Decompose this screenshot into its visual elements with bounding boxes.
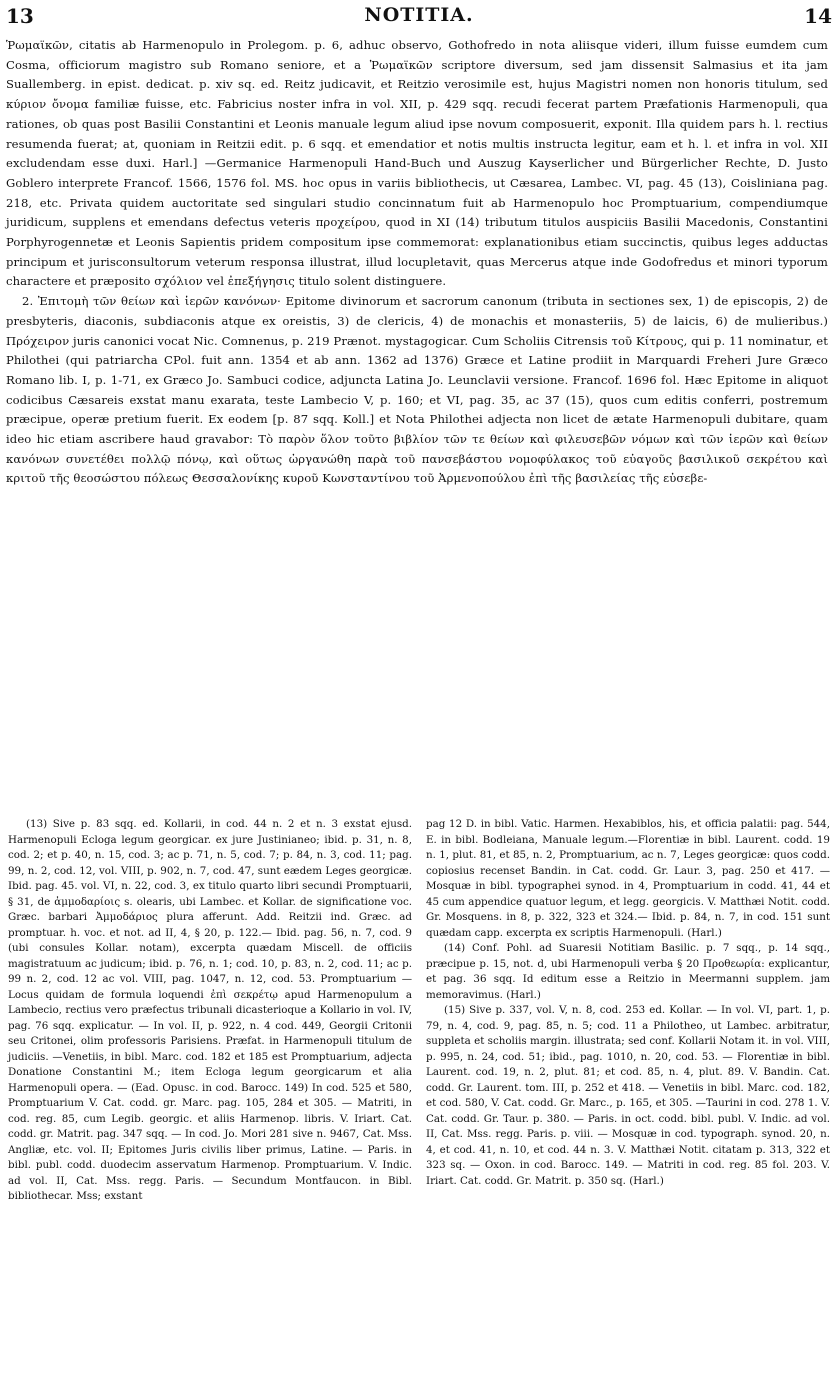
main-paragraph-2: 2. Ἐπιτομὴ τῶν θείων καὶ ἱερῶν κανόνων· Epitome divinorum et sacrorum canonum (tributa in sectiones sex, 1) de episcopis, 2) de presbyteris, diaconis, subdiaconis atque ex oreistis, 3) de clericis, 4) de monachis et monasteriis, 5) de laicis, 6) de mulieribus.) Πρόχειρον juris canonici vocat Nic. Comnenus, p. 219 Prænot. mystagogicar. Cum Scholiis Citrensis τοῦ Κίτρους, qui p. 11 nominatur, et Philothei (qui patriarcha CPol. fuit ann. 1354 et ab ann. 1362 ad 1376) Græce et Latine prodiit in Marquardi Freheri Jure Græco Romano lib. I, p. 1-71, ex Græco Jo. Sambuci codice, adjuncta Latina Jo. Leunclavii versione. Francof. 1696 fol. Hæc Epitome in aliquot codicibus Cæsareis exstat manu exarata, teste Lambecio V, p. 160; et VI, pag. 35, ac 37 (15), quos cum editis conferri, postremum præcipue, operæ pretium fuerit. Ex eodem [p. 87 sqq. Koll.] et Nota Philothei adjecta non licet de ætate Harmenopuli dubitare, quam ideo hic etiam ascribere haud gravabor: Τὸ παρὸν ὅλον τοῦτο βιβλίον τῶν τε θείων καὶ φιλευσεβῶν νόμων καὶ τῶν ἱερῶν καὶ θείων κανόνων συνετέθει πολλῷ πόνῳ, καὶ οὕτως ὠργανώθη παρὰ τοῦ πανσεβάστου νομοφύλακος τοῦ εὐαγοῦς βασιλικοῦ σεκρέτου καὶ κριτοῦ τῆς θεοσώστου πόλεως Θεσσαλονίκης κυροῦ Κωνσταντίνου τοῦ Ἀρμενοπούλου ἐπὶ τῆς βασιλείας τῆς εὐσεβε- — [6, 294, 828, 486]
footnote-13-continued: pag 12 D. in bibl. Vatic. Harmen. Hexabiblos, his, et officia palatii: pag. 544, E. in bibl. Bodleiana, Manuale legum.—Florentiæ in bibl. Laurent. codd. 19 n. 1, plut. 81, et 85, n. 2, Promptuarium, ac n. 7, Leges georgicæ: quos codd. copiosius recenset Bandin. in Cat. codd. Gr. Laur. 3, pag. 250 et 417. — Mosquæ in bibl. typographei synod. in 4, Promptuarium in codd. 41, 44 et 45 cum appendice quatuor legum, et legg. georgicis. V. Matthæi Notit. codd. Gr. Mosquens. in 8, p. 322, 323 et 324.— Ibid. p. 84, n. 7, in cod. 151 sunt quædam capp. excerpta ex scriptis Harmenopuli. (Harl.) — [426, 818, 830, 939]
footnote-14: (14) Conf. Pohl. ad Suaresii Notitiam Basilic. p. 7 sqq., p. 14 sqq., præcipue p. 15, not. d, ubi Harmenopuli verba § 20 Προθεωρία: explicantur, et pag. 36 sqq. Id editum esse a Reitzio in Meermanni supplem. jam memoravimus. (Harl.) — [426, 942, 830, 1001]
footnotes-left-column — [8, 817, 412, 1205]
main-paragraph-1: Ῥωμαϊκῶν, citatis ab Harmenopulo in Prolegom. p. 6, adhuc observo, Gothofredo in nota aliisque videri, illum fuisse eumdem cum Cosma, officiorum magistro sub Romano seniore, et a Ῥωμαϊκῶν scriptore diversum, sed jam dissensit Salmasius et ita jam Suallemberg. in epist. dedicat. p. xiv sq. ed. Reitz judicavit, et Reitzio verosimile est, hujus Magistri nomen non honoris titulum, sed κύριον ὄνομα familiæ fuisse, etc. Fabricius noster infra in vol. XII, p. 429 sqq. recudi fecerat partem Præfationis Harmenopuli, qua rationes, ob quas post Basilii Constantini et Leonis manuale legum aliud ipse novum composuerit, exponit. Illa quidem pars h. l. rectius resumenda fuerat; at, quoniam in Reitzii edit. p. 6 sqq. et emendatior et notis multis instructa legitur, eam et h. l. et infra in vol. XII excludendam esse duxi. Harl.] —Germanice Harmenopuli Hand-Buch und Auszug Kayserlicher und Bürgerlicher Rechte, D. Justo Goblero interprete Francof. 1566, 1576 fol. MS. hoc opus in variis bibliothecis, ut Cæsarea, Lambec. VI, pag. 45 (13), Coisliniana pag. 218, etc. Privata quidem auctoritate sed singulari studio concinnatum fuit ab Harmenopulo hoc Promptuarium, compendiumque juridicum, supplens et emendans defectus veteris προχείρου, quod in XI (14) tributum titulos auspiciis Basilii Macedonis, Constantini Porphyrogennetæ et Leonis Sapientis pridem compositum ipse commemorat: explanationibus etiam succinctis, quibus leges adductas principum et jurisconsultorum veterum responsa illustrat, illud locupletavit, quas Mercerus atque inde Godofredus et minori typorum charactere et præposito σχόλιον vel ἐπεξήγησις titulo solent distinguere. — [6, 38, 828, 289]
page-title: NOTITIA. — [364, 4, 474, 26]
page-number-left: 13 — [6, 4, 34, 28]
main-text — [6, 36, 828, 489]
running-header — [6, 4, 832, 30]
footnotes-right-column — [426, 817, 830, 1189]
footnote-15: (15) Sive p. 337, vol. V, n. 8, cod. 253 ed. Kollar. — In vol. VI, part. 1, p. 79, n. 4, cod. 9, pag. 85, n. 5; cod. 11 a Philotheo, ut Lambec. arbitratur, suppleta et scholiis margin. illustrata; sed conf. Kollarii Notam it. in vol. VIII, p. 995, n. 24, cod. 51; ibid., pag. 1010, n. 20, cod. 53. — Florentiæ in bibl. Laurent. cod. 19, n. 2, plut. 81; et cod. 85, n. 4, plut. 89. V. Bandin. Cat. codd. Gr. Laurent. tom. III, p. 252 et 418. — Venetiis in bibl. Marc. cod. 182, et cod. 580, V. Cat. codd. Gr. Marc., p. 165, et 305. —Taurini in cod. 278 1. V. Cat. codd. Gr. Taur. p. 380. — Paris. in oct. codd. bibl. publ. V. Indic. ad vol. II, Cat. Mss. regg. Paris. p. viii. — Mosquæ in cod. typograph. synod. 20, n. 4, et cod. 41, n. 10, et cod. 44 n. 3. V. Matthæi Notit. citatam p. 313, 322 et 323 sq. — Oxon. in cod. Barocc. 149. — Matriti in cod. reg. 85 fol. 203. V. Iriart. Cat. codd. Gr. Matrit. p. 350 sq. (Harl.) — [426, 1004, 830, 1187]
page-number-right: 14 — [804, 4, 832, 28]
footnote-13: (13) Sive p. 83 sqq. ed. Kollarii, in cod. 44 n. 2 et n. 3 exstat ejusd. Harmenopuli Ecloga legum georgicar. ex jure Justinianeo; ibid. p. 31, n. 8, cod. 2; et p. 40, n. 15, cod. 3; ac p. 71, n. 5, cod. 7; p. 84, n. 3, cod. 11; pag. 99, n. 2, cod. 12, vol. VIII, p. 902, n. 7, cod. 47, sunt eædem Leges georgicæ. Ibid. pag. 45. vol. VI, n. 22, cod. 3, ex titulo quarto libri secundi Promptuarii, § 31, de ἀμμοδαρίοις s. olearis, ubi Lambec. et Kollar. de significatione voc. Græc. barbari Ἀμμοδάριος plura afferunt. Add. Reitzii ind. Græc. ad promptuar. h. voc. et not. ad II, 4, § 20, p. 122.— Ibid. pag. 56, n. 7, cod. 9 (ubi consules Kollar. notam), excerpta quædam Miscell. de officiis magistratuum ac judicum; ibid. p. 76, n. 1; cod. 10, p. 83, n. 2, cod. 11; ac p. 99 n. 2, cod. 12 ac vol. VIII, pag. 1047, n. 12, cod. 53. Promptuarium — Locus quidam de formula loquendi ἐπὶ σεκρέτῳ apud Harmenopulum a Lambecio, rectius vero præfectus tribunali dicasterioque a Kollario in vol. IV, pag. 76 sqq. explicatur. — In vol. II, p. 922, n. 4 cod. 449, Georgii Critonii seu Critonei, olim professoris Parisiens. Præfat. in Harmenopuli titulum de judiciis. —Venetiis, in bibl. Marc. cod. 182 et 185 est Promptuarium, adjecta Donatione Constantini M.; item Ecloga legum georgicarum et alia Harmenopuli opera. — (Ead. Opusc. in cod. Barocc. 149) In cod. 525 et 580, Promptuarium V. Cat. codd. gr. Marc. pag. 105, 284 et 305. — Matriti, in cod. reg. 85, cum Legib. georgic. et aliis Harmenop. libris. V. Iriart. Cat. codd. gr. Matrit. pag. 347 sqq. — In cod. Jo. Mori 281 sive n. 9467, Cat. Mss. Angliæ, etc. vol. II; Epitomes Juris civilis liber primus, Latine. — Paris. in bibl. publ. codd. duodecim asservatum Harmenop. Promptuarium. V. Indic. ad vol. II, Cat. Mss. regg. Paris. — Secundum Montfaucon. in Bibl. bibliothecar. Mss; exstant — [8, 818, 412, 1202]
